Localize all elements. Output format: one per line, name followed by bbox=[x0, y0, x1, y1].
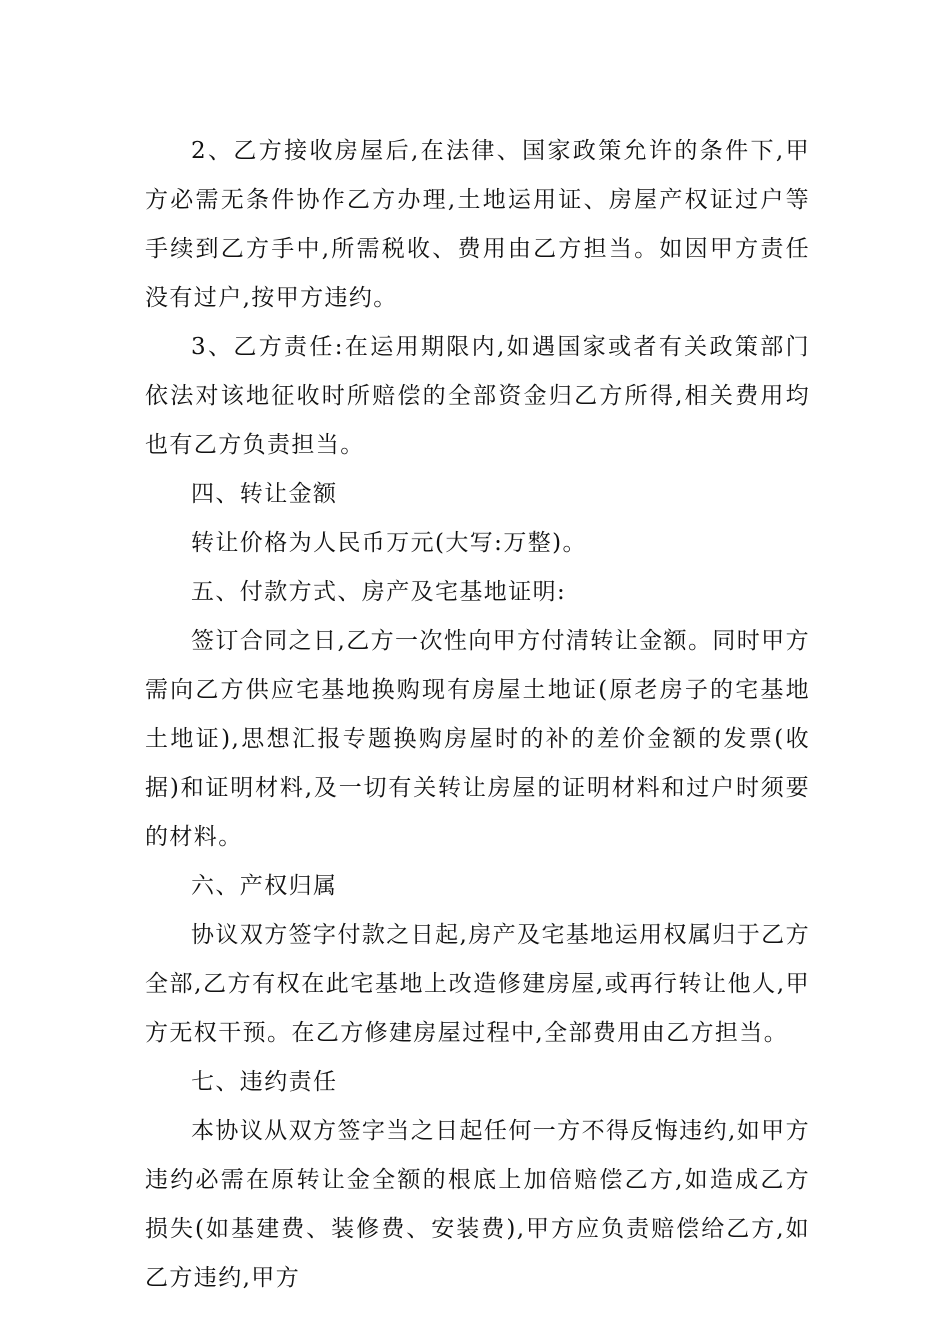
breach-paragraph: 本协议从双方签字当之日起任何一方不得反悔违约,如甲方违约必需在原转让金全额的根底上加倍赔偿乙方,如造成乙方损失(如基建费、装修费、安装费),甲方应负责赔偿给乙方,如乙方违约,甲方 bbox=[145, 1118, 810, 1291]
payment-paragraph: 签订合同之日,乙方一次性向甲方付清转让金额。同时甲方需向乙方供应宅基地换购现有房屋土地证(原老房子的宅基地土地证),思想汇报专题换购房屋时的补的差价金额的发票(收据)和证明材料,及一切有关转让房屋的证明材料和过户时须要的材料。 bbox=[145, 628, 810, 850]
section-6-heading: 六、产权归属 bbox=[191, 873, 338, 899]
clause-3-paragraph: 3、乙方责任:在运用期限内,如遇国家或者有关政策部门依法对该地征收时所赔偿的全部资金归乙方所得,相关费用均也有乙方负责担当。 bbox=[145, 334, 810, 458]
ownership-paragraph: 协议双方签字付款之日起,房产及宅基地运用权属归于乙方全部,乙方有权在此宅基地上改造修建房屋,或再行转让他人,甲方无权干预。在乙方修建房屋过程中,全部费用由乙方担当。 bbox=[145, 922, 810, 1046]
section-4-heading: 四、转让金额 bbox=[191, 481, 338, 507]
section-7-heading: 七、违约责任 bbox=[191, 1069, 338, 1095]
transfer-price-paragraph: 转让价格为人民币万元(大写:万整)。 bbox=[191, 530, 587, 556]
document-body bbox=[145, 127, 810, 1303]
section-5-heading: 五、付款方式、房产及宅基地证明: bbox=[191, 579, 567, 605]
clause-2-paragraph: 2、乙方接收房屋后,在法律、国家政策允许的条件下,甲方必需无条件协作乙方办理,土地运用证、房屋产权证过户等手续到乙方手中,所需税收、费用由乙方担当。如因甲方责任没有过户,按甲方违约。 bbox=[145, 138, 810, 311]
